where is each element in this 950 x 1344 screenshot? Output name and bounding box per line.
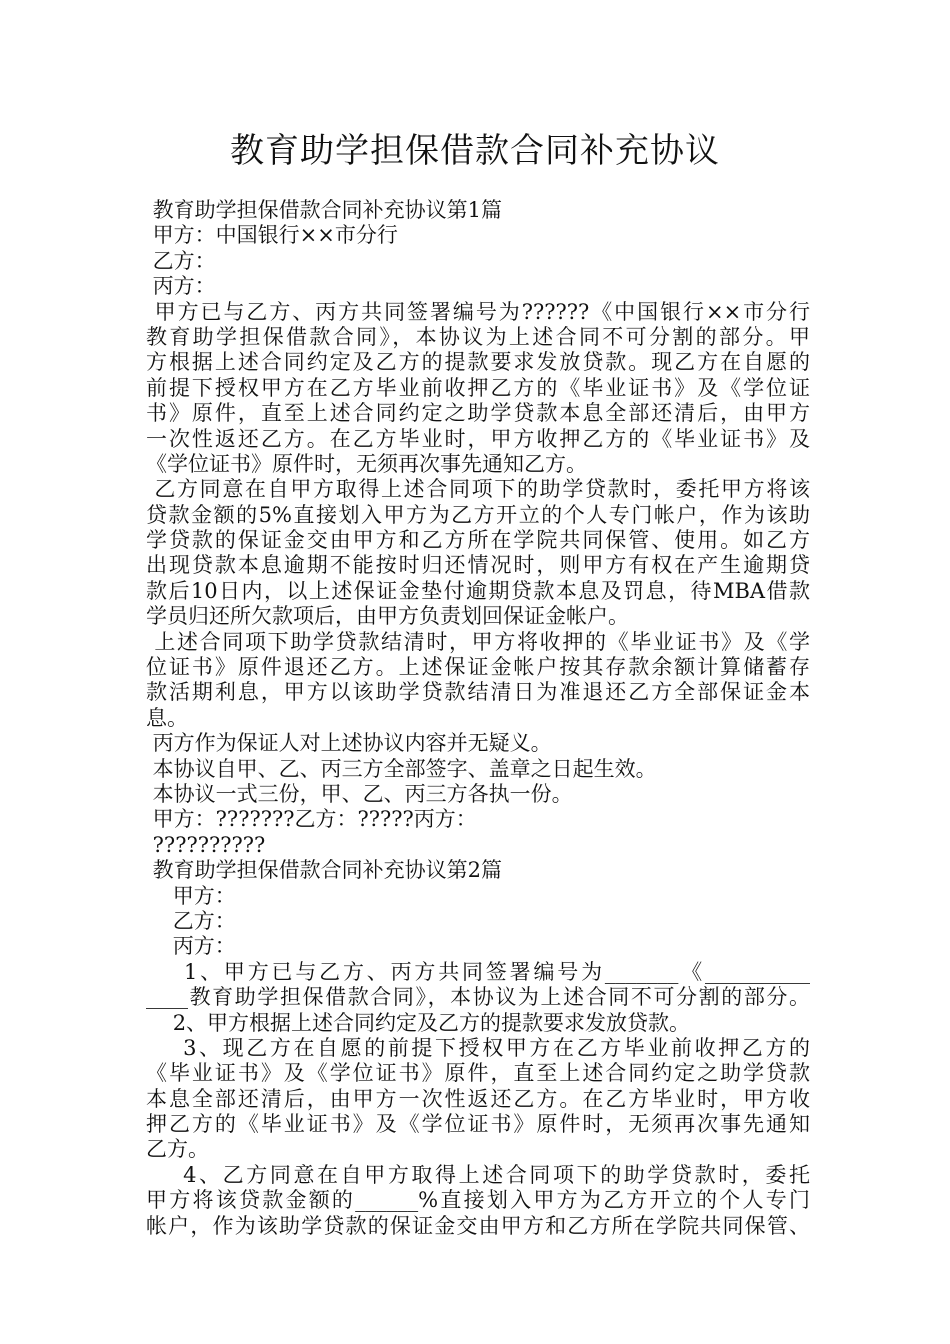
clause-line: 帐户，作为该助学贷款的保证金交由甲方和乙方所在学院共同保管、 <box>146 1213 810 1238</box>
paragraph-line: 本协议一式三份，甲、乙、丙三方各执一份。 <box>146 781 573 806</box>
section-heading-1: 教育助学担保借款合同补充协议第1篇 <box>146 198 503 222</box>
paragraph-line: 一次性返还乙方。在乙方毕业时，甲方收押乙方的《毕业证书》及 <box>146 426 810 451</box>
party-c-line: 丙方： <box>146 274 216 299</box>
paragraph-line: 位证书》原件退还乙方。上述保证金帐户按其存款余额计算储蓄存 <box>146 655 810 680</box>
paragraph-line: 上述合同项下助学贷款结清时，甲方将收押的《毕业证书》及《学 <box>146 629 810 654</box>
paragraph-line: 学贷款的保证金交由甲方和乙方所在学院共同保管、使用。如乙方 <box>146 528 810 553</box>
document-body <box>146 198 810 1239</box>
paragraph-line: 本协议自甲、乙、丙三方全部签字、盖章之日起生效。 <box>146 756 657 781</box>
party-c-line: 丙方： <box>146 934 236 959</box>
party-b-line: 乙方： <box>146 908 236 933</box>
paragraph-line: 出现贷款本息逾期不能按时归还情况时，则甲方有权在产生逾期贷 <box>146 553 810 578</box>
section-heading-2: 教育助学担保借款合同补充协议第2篇 <box>146 858 503 883</box>
party-a-line: 甲方： <box>146 883 236 908</box>
clause-line: 1、甲方已与乙方、丙方共同签署编号为_______《__________ <box>146 959 810 984</box>
clause-line: 甲方将该贷款金额的______%直接划入甲方为乙方开立的个人专门 <box>146 1188 810 1213</box>
party-a-line: 甲方：中国银行××市分行 <box>146 223 398 248</box>
paragraph-line: 款后10日内，以上述保证金垫付逾期贷款本息及罚息，待MBA借款 <box>146 578 810 603</box>
signature-line: ?????????? <box>146 832 266 857</box>
clause-line: 4、乙方同意在自甲方取得上述合同项下的助学贷款时，委托 <box>146 1162 810 1187</box>
paragraph-line: 前提下授权甲方在乙方毕业前收押乙方的《毕业证书》及《学位证 <box>146 375 810 400</box>
paragraph-line: 教育助学担保借款合同》，本协议为上述合同不可分割的部分。甲 <box>146 324 810 349</box>
clause-line: 《毕业证书》及《学位证书》原件，直至上述合同约定之助学贷款 <box>146 1061 810 1086</box>
clause-line: ____教育助学担保借款合同》，本协议为上述合同不可分割的部分。 <box>146 985 810 1010</box>
party-b-line: 乙方： <box>146 248 216 273</box>
paragraph-line: 学员归还所欠款项后，由甲方负责划回保证金帐户。 <box>146 604 629 629</box>
clause-line: 2、甲方根据上述合同约定及乙方的提款要求发放贷款。 <box>146 1010 691 1035</box>
paragraph-line: 丙方作为保证人对上述协议内容并无疑义。 <box>146 731 552 756</box>
paragraph-line: 方根据上述合同约定及乙方的提款要求发放贷款。现乙方在自愿的 <box>146 350 810 375</box>
paragraph-line: 甲方已与乙方、丙方共同签署编号为??????《中国银行××市分行 <box>146 299 810 324</box>
signature-line: 甲方：???????乙方：?????丙方： <box>146 807 477 832</box>
clause-line: 本息全部还清后，由甲方一次性返还乙方。在乙方毕业时，甲方收 <box>146 1086 810 1111</box>
clause-line: 乙方。 <box>146 1137 209 1162</box>
document-title: 教育助学担保借款合同补充协议 <box>230 131 720 171</box>
clause-line: 3、现乙方在自愿的前提下授权甲方在乙方毕业前收押乙方的 <box>146 1035 810 1060</box>
paragraph-line: 息。 <box>146 705 188 730</box>
paragraph-line: 书》原件，直至上述合同约定之助学贷款本息全部还清后，由甲方 <box>146 401 810 426</box>
paragraph-line: 乙方同意在自甲方取得上述合同项下的助学贷款时，委托甲方将该 <box>146 477 810 502</box>
paragraph-line: 贷款金额的5%直接划入甲方为乙方开立的个人专门帐户，作为该助 <box>146 502 810 527</box>
paragraph-line: 款活期利息，甲方以该助学贷款结清日为准退还乙方全部保证金本 <box>146 680 810 705</box>
paragraph-line: 《学位证书》原件时，无须再次事先通知乙方。 <box>146 451 587 476</box>
clause-line: 押乙方的《毕业证书》及《学位证书》原件时，无须再次事先通知 <box>146 1112 810 1137</box>
